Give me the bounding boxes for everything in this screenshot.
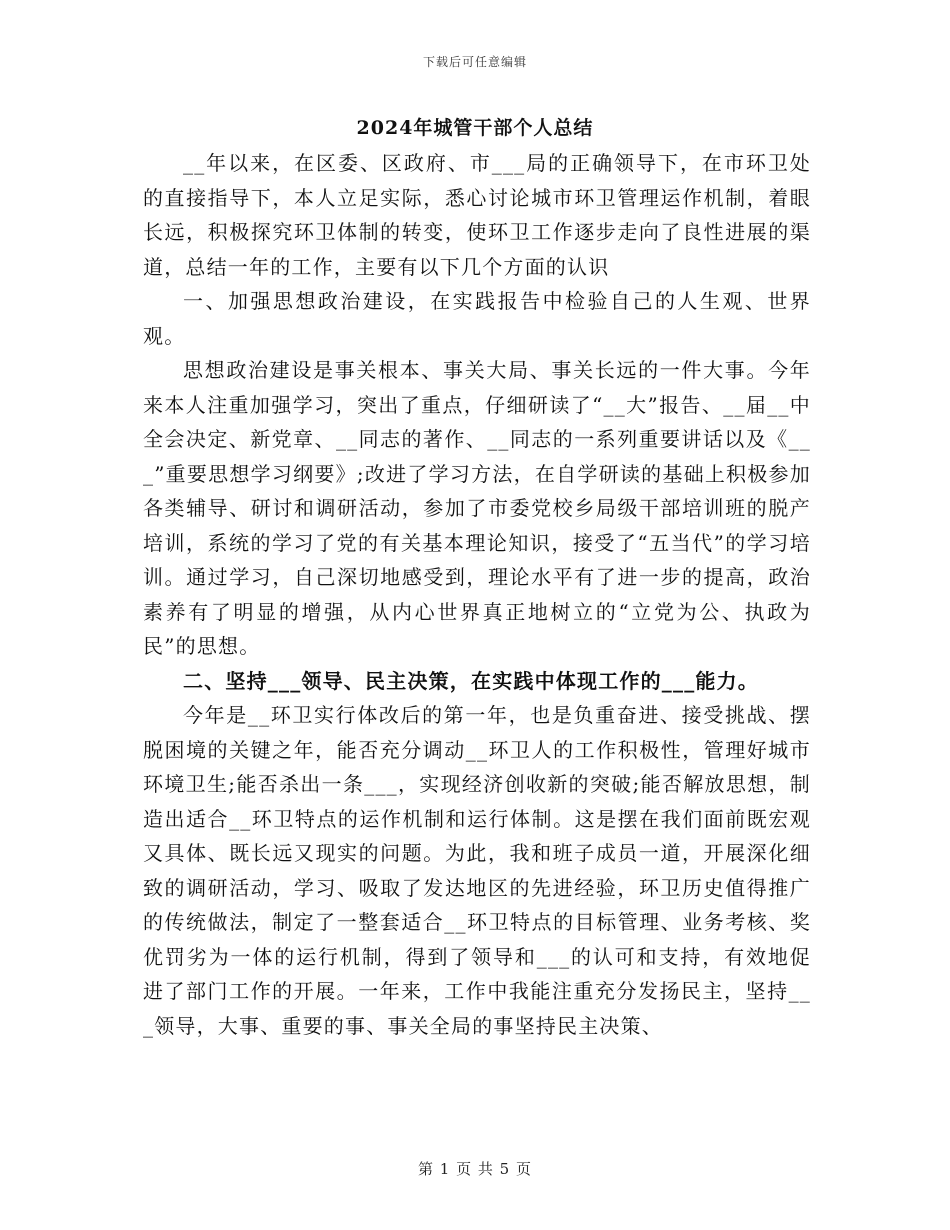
section-heading-1: 一、加强思想政治建设，在实践报告中检验自己的人生观、世界观。	[143, 289, 811, 348]
document-title: 2024年城管干部个人总结	[356, 117, 594, 139]
header-note: 下载后可任意编辑	[422, 55, 527, 69]
document-body	[143, 146, 811, 1043]
paragraph-section-1: 思想政治建设是事关根本、事关大局、事关长远的一件大事。今年来本人注重加强学习，突出了重点，仔细研读了“__大”报告、__届__中全会决定、新党章、__同志的著作、__同志的一系列重要讲话以及《___”重要思想学习纲要》;改进了学习方法，在自学研读的基础上积极参加各类辅导、研讨和调研活动，参加了市委党校乡局级干部培训班的脱产培训，系统的学习了党的有关基本理论知识，接受了“五当代”的学习培训。通过学习，自己深切地感受到，理论水平有了进一步的提高，政治素养有了明显的增强，从内心世界真正地树立的“立党为公、执政为民”的思想。	[143, 358, 811, 658]
section-heading-2: 二、坚持___领导、民主决策，在实践中体现工作的___能力。	[183, 668, 759, 693]
paragraph-section-2: 今年是__环卫实行体改后的第一年，也是负重奋进、接受挑战、摆脱困境的关键之年，能否充分调动__环卫人的工作积极性，管理好城市环境卫生;能否杀出一条___，实现经济创收新的突破;能否解放思想，制造出适合__环卫特点的运作机制和运行体制。这是摆在我们面前既宏观又具体、既长远又现实的问题。为此，我和班子成员一道，开展深化细致的调研活动，学习、吸取了发达地区的先进经验，环卫历史值得推广的传统做法，制定了一整套适合__环卫特点的目标管理、业务考核、奖优罚劣为一体的运行机制，得到了领导和___的认可和支持，有效地促进了部门工作的开展。一年来，工作中我能注重充分发扬民主，坚持___领导，大事、重要的事、事关全局的事坚持民主决策、	[143, 703, 811, 1038]
page-number: 第 1 页 共 5 页	[418, 1160, 532, 1178]
paragraph-intro: __年以来，在区委、区政府、市___局的正确领导下，在市环卫处的直接指导下，本人立足实际，悉心讨论城市环卫管理运作机制，着眼长远，积极探究环卫体制的转变，使环卫工作逐步走向了良性进展的渠道，总结一年的工作，主要有以下几个方面的认识	[143, 151, 811, 279]
